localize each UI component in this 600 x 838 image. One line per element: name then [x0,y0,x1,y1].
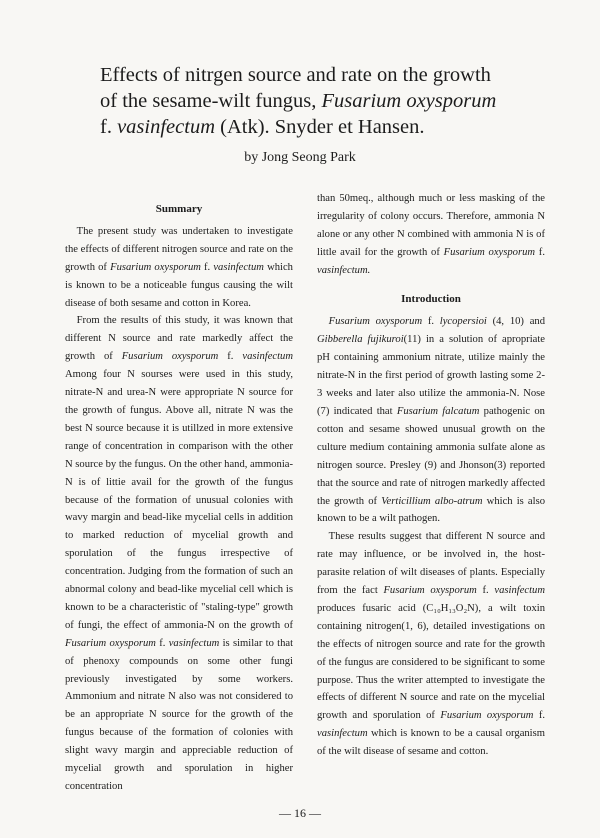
left-column [65,190,293,796]
summary-paragraph-3 [317,190,545,280]
title-forma-species: vasinfectum [117,116,215,138]
title-line-2-text: of the sesame-wilt fungus, [100,90,317,112]
species-name: Fusarium oxysporum [328,316,423,328]
text-run: f. [482,585,489,597]
species-name: vasinfectum. [317,264,371,276]
title-authors: (Atk). Snyder et Hansen. [220,116,425,138]
species-name: vasinfectum [317,728,368,740]
species-name: lycopersioi [439,316,487,328]
text-run: than 50meq., although much or less masking of the irregularity of colony occurs. Therefore, ammonia N alone or any other N combined with ammonia N is of little avail for the growth of [317,193,545,258]
summary-paragraph-1 [65,223,293,313]
summary-heading: Summary [155,203,203,215]
introduction-paragraph-2 [317,528,545,761]
species-name: Verticillium albo-atrum [381,495,483,507]
paper-title [100,62,530,140]
page-number: — 16 — [279,806,321,820]
text-run: f. [227,351,234,363]
title-line-1 [100,62,530,88]
species-name: Fusarium oxysporum [383,585,477,597]
species-name: vasinfectum [494,585,545,597]
species-name: Fusarium falcatum [396,405,480,417]
text-run: Among four N sourses were used in this study, nitrate-N and urea-N were appropriate N source for the growth of fungus. Above all, nitrate N was the best N source because it is utillzed in more extensive range of concentration in comparison with the other N source by the fungus. On the other hand, ammonia-N is of littie avail for the growth of the fungus because of the formation of unusual colonies with wavy margin and bead-like mycelial cells in addition to marked reduction of mycelial growth and sporulation of the fungus irrespective of concentration. Judging from the formation of such an abnormal colony and bead-like mycelial cell which is known to be a characteristic of "staling-type" growth of fungi, the effect of ammonia-N on the growth of [65,369,294,631]
text-run: which is known to be a noticeable fungus causing the wilt disease of both sesame and cotton in Korea. [65,261,293,309]
title-species: Fusarium oxysporum [321,90,497,112]
text-run: f. [538,246,545,258]
text-run: which is known to be a causal organism of the wilt disease of sesame and cotton. [317,728,545,758]
text-run: which is also known to be a wilt pathogen. [317,495,545,525]
species-name: vasinfectum [242,351,293,363]
species-name: Fusarium oxysporum [65,637,156,649]
text-run: From the results of this study, it was known that different N source and rate markedly affect the growth of [65,315,293,363]
text-run: pathogenic on cotton and sesame showed unusual growth on the culture medium containing ammonia sulfate alone as nitrogen source. Presley (9) and Jhonson(3) reported that the source and rate of nitrogen markedly affected the growth of [317,405,545,507]
text-run: (11) in a solution of apropriate pH containing ammonium nitrate, utilize mainly the nitrate-N in the first period of growth lasting some 2-3 weeks and later also utilize the ammonia-N. Nose (7) indicated that [317,334,545,417]
text-run: f. [159,637,166,649]
text-run: The present study was undertaken to investigate the effects of different nitrogen source and rate on the growth of [65,225,293,273]
species-name: Fusarium oxysporum [110,261,201,273]
species-name: Fusarium oxysporum [443,246,536,258]
species-name: vasinfectum [213,261,264,273]
text-run: is similar to that of phenoxy compounds on some other fungi previously investigated by some workers. Ammonium and nitrate N also was not considered to be an appropriate N source for the growth of the fungus because of the formation of colonies with slight wavy margin and appreciable reduction of mycelial growth and sporulation in higher concentration [65,637,294,792]
author-byline: by Jong Seong Park [244,150,356,165]
species-name: Gibberella fujikuroi [317,334,404,346]
text-run: produces fusaric acid (C₁₀H₁₃O₂N), a wilt toxin containing nitrogen(1, 6), detailed investigations on the effects of nitrogen source and rate for the growth of the fungus are considered to be significant to some purpose. Thus the writer attempted to investigate the effects of different N source and rate on the mycelial growth and sporulation of [317,602,545,722]
text-run: f. [538,710,545,722]
title-line-3 [100,114,530,140]
species-name: Fusarium oxysporum [440,710,534,722]
title-line-1-text: Effects of nitrgen source and rate on the growth [100,64,491,86]
title-forma: f. [100,116,112,138]
text-run: f. [427,316,435,328]
summary-paragraph-2 [65,312,293,795]
title-line-2 [100,88,530,114]
species-name: vasinfectum [168,637,220,649]
introduction-paragraph-1 [317,313,545,528]
text-run: (4, 10) and [492,316,545,328]
introduction-heading: Introduction [401,292,461,305]
species-name: Fusarium oxysporum [121,351,219,363]
text-run: f. [204,261,211,273]
text-run: These results suggest that different N source and rate may influence, or be involved in, the host-parasite relation of wilt diseases of plants. Especially from the fact [317,531,545,597]
right-column [317,190,545,761]
